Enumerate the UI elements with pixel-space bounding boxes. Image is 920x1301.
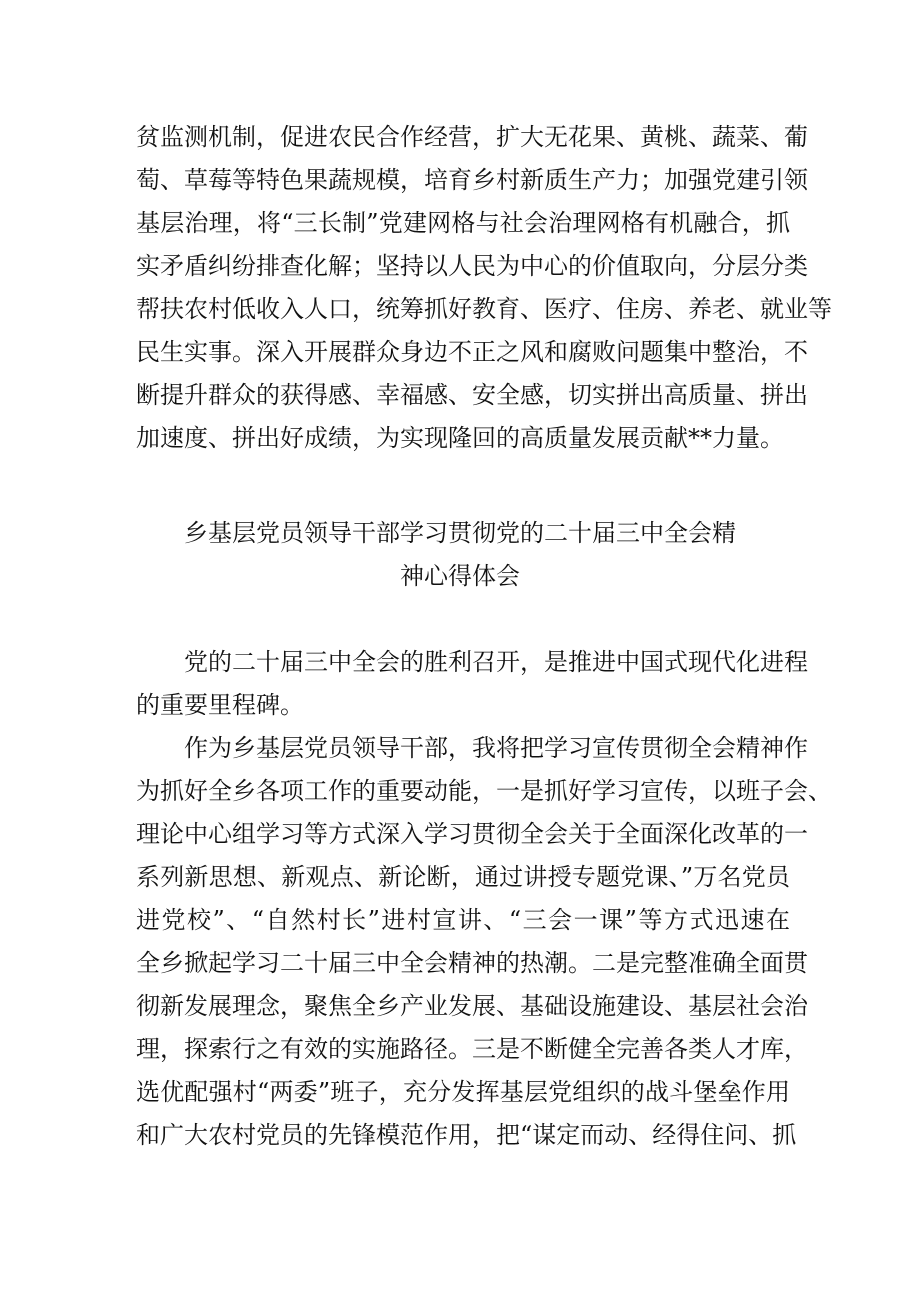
paragraph-line: 断提升群众的获得感、幸福感、安全感，切实拼出高质量、拼出 <box>136 381 808 409</box>
paragraph-line: 帮扶农村低收入人口，统筹抓好教育、医疗、住房、养老、就业等 <box>136 295 832 323</box>
paragraph-line: 基层治理，将“三长制”党建网格与社会治理网格有机融合，抓 <box>136 209 790 237</box>
paragraph-line: 选优配强村“两委”班子，充分发挥基层党组织的战斗堡垒作用 <box>136 1078 790 1106</box>
paragraph-line: 系列新思想、新观点、新论断，通过讲授专题党课、”万名党员 <box>136 863 790 891</box>
paragraph-line: 党的二十届三中全会的胜利召开，是推进中国式现代化进程 <box>184 648 808 676</box>
paragraph-line: 实矛盾纠纷排查化解；坚持以人民为中心的价值取向，分层分类 <box>136 252 808 280</box>
paragraph-line: 和广大农村党员的先锋模范作用，把“谋定而动、经得住问、抓 <box>136 1121 797 1149</box>
title-line: 神心得体会 <box>400 562 520 590</box>
paragraph-line: 进党校”、“自然村长”进村宣讲、“三会一课”等方式迅速在 <box>136 906 790 934</box>
paragraph-line: 作为乡基层党员领导干部，我将把学习宣传贯彻全会精神作 <box>184 734 808 762</box>
paragraph-line: 加速度、拼出好成绩，为实现隆回的高质量发展贡献**力量。 <box>136 424 784 452</box>
paragraph-line: 的重要里程碑。 <box>136 691 304 719</box>
paragraph-line: 贫监测机制，促进农民合作经营，扩大无花果、黄桃、蔬菜、葡 <box>136 123 808 151</box>
paragraph-line: 理，探索行之有效的实施路径。三是不断健全完善各类人才库， <box>136 1035 808 1063</box>
title-line: 乡基层党员领导干部学习贯彻党的二十届三中全会精 <box>184 519 736 547</box>
paragraph-line: 理论中心组学习等方式深入学习贯彻全会关于全面深化改革的一 <box>136 820 808 848</box>
paragraph-line: 彻新发展理念，聚焦全乡产业发展、基础设施建设、基层社会治 <box>136 992 808 1020</box>
paragraph-line: 为抓好全乡各项工作的重要动能，一是抓好学习宣传，以班子会、 <box>136 777 832 805</box>
paragraph-line: 民生实事。深入开展群众身边不正之风和腐败问题集中整治，不 <box>136 338 808 366</box>
paragraph-line: 全乡掀起学习二十届三中全会精神的热潮。二是完整准确全面贯 <box>136 949 808 977</box>
paragraph-line: 萄、草莓等特色果蔬规模，培育乡村新质生产力；加强党建引领 <box>136 166 808 194</box>
